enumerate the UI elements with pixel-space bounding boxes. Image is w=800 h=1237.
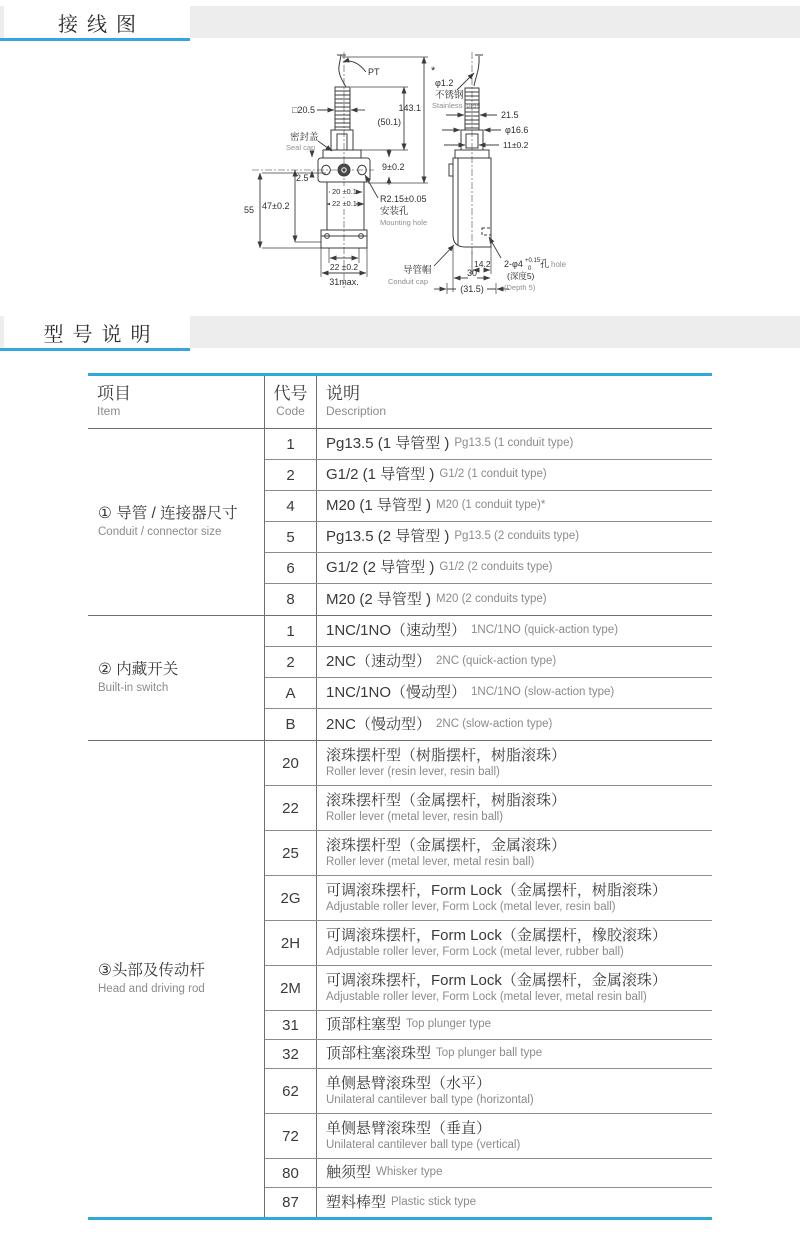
desc-cell [317, 1011, 712, 1039]
group-label-cell [88, 741, 265, 1217]
dim-50-label: (50.1) [377, 117, 401, 127]
code-cell: 8 [265, 584, 317, 615]
desc-cell [317, 522, 712, 552]
table-row [265, 876, 712, 921]
desc-en: M20 (2 conduits type) [436, 592, 547, 605]
desc-cn: 滚珠摆杆型（金属摆杆，树脂滚珠） [326, 791, 567, 809]
section-header-wiring [0, 6, 800, 38]
model-number-table [88, 373, 712, 1220]
hole-label-cn: 孔 [540, 259, 550, 270]
table-row [265, 553, 712, 584]
header-desc-cn: 说明 [326, 384, 360, 403]
table-row [265, 429, 712, 460]
group-rows [265, 429, 712, 615]
depth-en: (Depth 5) [504, 283, 536, 292]
desc-cn: 1NC/1NO（慢动型） [326, 684, 467, 701]
desc-cn: 单侧悬臂滚珠型（垂直） [326, 1119, 492, 1137]
header-desc-en: Description [326, 404, 387, 419]
desc-cn: 滚珠摆杆型（树脂摆杆，树脂滚珠） [326, 746, 567, 764]
code-cell: 32 [265, 1040, 317, 1068]
header-code-en: Code [276, 404, 305, 419]
section-underline [0, 348, 190, 351]
desc-cell [317, 741, 712, 785]
desc-cell [317, 709, 712, 740]
desc-cell [317, 1114, 712, 1158]
dim-215-label: 21.5 [501, 110, 519, 120]
side-clip [449, 164, 453, 176]
table-row [265, 1069, 712, 1114]
code-cell: B [265, 709, 317, 740]
code-cell: 2 [265, 647, 317, 677]
desc-cell [317, 584, 712, 615]
header-item [88, 376, 265, 428]
code-cell: 1 [265, 429, 317, 459]
table-row [265, 1040, 712, 1069]
desc-en: 2NC (slow-action type) [436, 717, 553, 730]
group-label-en: Head and driving rod [98, 983, 205, 996]
desc-en: Unilateral cantilever ball type (horizontal) [326, 1093, 534, 1106]
code-cell: 6 [265, 553, 317, 583]
code-cell: 2G [265, 876, 317, 920]
desc-cell [317, 1159, 712, 1187]
header-desc [317, 376, 712, 428]
table-row [265, 584, 712, 615]
desc-cell [317, 491, 712, 521]
code-cell: A [265, 678, 317, 708]
mounting-hole-r: R2.15±0.05 [380, 194, 427, 204]
desc-cell [317, 966, 712, 1010]
desc-en: Unilateral cantilever ball type (vertical) [326, 1138, 521, 1151]
table-row [265, 678, 712, 709]
table-row [265, 616, 712, 647]
seal-cap-base [323, 150, 361, 158]
desc-cell [317, 831, 712, 875]
table-row [265, 921, 712, 966]
dim-9-label: 9±0.2 [382, 162, 405, 172]
table-row [265, 522, 712, 553]
table-row [265, 1114, 712, 1159]
table-row [265, 709, 712, 740]
header-item-en: Item [97, 404, 121, 419]
desc-en: Adjustable roller lever, Form Lock (metal lever, resin ball) [326, 900, 616, 913]
code-cell: 31 [265, 1011, 317, 1039]
side-hole-dashed [482, 228, 491, 235]
desc-cn: Pg13.5 (2 导管型 ) [326, 528, 450, 545]
dim-11-label: 11±0.2 [503, 140, 529, 150]
hole-label-pre: 2-φ4 [504, 259, 523, 269]
desc-cn: 2NC（速动型） [326, 653, 432, 670]
code-cell: 1 [265, 616, 317, 646]
desc-en: Roller lever (metal lever, resin ball) [326, 810, 504, 823]
desc-en: Roller lever (metal lever, metal resin ball) [326, 855, 535, 868]
hole-label-sup: +0.15 [525, 258, 541, 264]
pt-label: PT [368, 67, 380, 77]
left-whisker-wire [339, 55, 346, 87]
desc-en: Pg13.5 (1 conduit type) [454, 437, 574, 450]
table-row [265, 1011, 712, 1040]
desc-en: Adjustable roller lever, Form Lock (metal lever, metal resin ball) [326, 990, 647, 1003]
section-title-box [4, 6, 190, 38]
dim-55-label: 55 [244, 205, 255, 215]
dim-sq-label: □20.5 [292, 105, 315, 115]
desc-cn: 可调滚珠摆杆，Form Lock（金属摆杆，金属滚珠） [326, 971, 667, 989]
desc-cell [317, 553, 712, 583]
desc-en: Pg13.5 (2 conduits type) [454, 530, 580, 543]
header-code-cn: 代号 [273, 384, 308, 403]
wire-dia-label: φ1.2 [435, 78, 454, 88]
group-conduit-size [88, 429, 712, 616]
stainless-leader [457, 73, 474, 90]
desc-en: 1NC/1NO (quick-action type) [471, 624, 619, 637]
conduit-cap-leader [434, 245, 454, 266]
desc-cn: M20 (1 导管型 ) [326, 497, 432, 514]
seal-cap-en: Seal cap [286, 143, 316, 152]
desc-cell [317, 1069, 712, 1113]
group-label-en: Conduit / connector size [98, 526, 222, 539]
group-label-cell [88, 616, 265, 740]
group-rows [265, 616, 712, 740]
section-header-model [0, 316, 800, 348]
mounting-hole-cn: 安装孔 [380, 206, 409, 217]
section-title-box [4, 316, 190, 348]
table-header-row [88, 376, 712, 429]
desc-cell [317, 921, 712, 965]
right-whisker-wire [474, 56, 479, 86]
desc-en: G1/2 (2 conduits type) [439, 561, 553, 574]
left-spring-coils [335, 91, 350, 127]
dim-47-label: 47±0.2 [262, 201, 290, 211]
code-cell: 72 [265, 1114, 317, 1158]
desc-cn: 触须型 [326, 1164, 372, 1181]
left-spring [335, 87, 350, 130]
group-label-cn: ① 导管 / 连接器尺寸 [98, 504, 238, 522]
dim-20-label: 20 ±0.1 [332, 187, 357, 196]
desc-cell [317, 786, 712, 830]
group-label-en: Built-in switch [98, 682, 169, 695]
header-item-cn: 项目 [97, 384, 131, 403]
desc-cell [317, 678, 712, 708]
code-cell: 4 [265, 491, 317, 521]
code-cell: 20 [265, 741, 317, 785]
section-title-wiring: 接线图 [58, 13, 145, 36]
seal-cap-top [331, 130, 353, 150]
desc-cn: 滚珠摆杆型（金属摆杆，金属滚珠） [326, 836, 567, 854]
code-cell: 2H [265, 921, 317, 965]
desc-cn: 可调滚珠摆杆，Form Lock（金属摆杆，橡胶滚珠） [326, 926, 667, 944]
desc-cell [317, 1040, 712, 1068]
desc-cn: G1/2 (1 导管型 ) [326, 466, 435, 483]
star-mark: * [431, 65, 436, 77]
code-cell: 22 [265, 786, 317, 830]
table-row [265, 1159, 712, 1188]
section-title-model: 型号说明 [43, 323, 160, 346]
dim-166-label: φ16.6 [505, 125, 529, 135]
dim-143-label: 143.1 [398, 103, 421, 113]
group-label-cn: ② 内藏开关 [98, 660, 179, 678]
group-label-cell [88, 429, 265, 615]
group-head-driving-rod [88, 741, 712, 1217]
desc-en: 1NC/1NO (slow-action type) [471, 686, 615, 699]
center-screw [338, 164, 350, 176]
desc-cn: 单侧悬臂滚珠型（水平） [326, 1074, 492, 1092]
dim-30-label: 30 [466, 268, 478, 278]
table-row [265, 1188, 712, 1217]
code-cell: 62 [265, 1069, 317, 1113]
desc-cn: 顶部柱塞滚珠型 [326, 1045, 432, 1062]
desc-cn: Pg13.5 (1 导管型 ) [326, 435, 450, 452]
table-row [265, 831, 712, 876]
right-view [434, 52, 509, 294]
desc-en: Whisker type [376, 1166, 443, 1179]
dim-22a-label: 22 ±0.1 [332, 199, 357, 208]
section-underline [0, 38, 190, 41]
dim-142-label: 14.2 [474, 259, 491, 269]
group-rows [265, 741, 712, 1217]
desc-en: Adjustable roller lever, Form Lock (metal lever, rubber ball) [326, 945, 624, 958]
desc-cell [317, 429, 712, 459]
desc-en: Plastic stick type [391, 1195, 477, 1208]
desc-cn: G1/2 (2 导管型 ) [326, 559, 435, 576]
code-cell: 2M [265, 966, 317, 1010]
table-row [265, 741, 712, 786]
code-cell: 2 [265, 460, 317, 490]
pt-arc [343, 61, 366, 72]
hole-label-en: hole [551, 260, 567, 269]
code-cell: 80 [265, 1159, 317, 1187]
header-code [265, 376, 317, 428]
desc-en: M20 (1 conduit type)* [436, 499, 546, 512]
desc-cn: 塑料棒型 [326, 1193, 387, 1211]
desc-cell [317, 616, 712, 646]
desc-cn: 2NC（慢动型） [326, 715, 432, 733]
code-cell: 25 [265, 831, 317, 875]
table-row [265, 966, 712, 1011]
dim-22b-label: 22 ±0.2 [329, 262, 359, 272]
depth-cn: (深度5) [507, 271, 535, 281]
desc-cell [317, 1188, 712, 1217]
desc-en: Top plunger ball type [436, 1047, 543, 1060]
desc-cell [317, 460, 712, 490]
dim-25-label: 2.5 [296, 173, 309, 183]
desc-cn: 1NC/1NO（速动型） [326, 622, 467, 639]
table-row [265, 491, 712, 522]
desc-cn: 可调滚珠摆杆，Form Lock（金属摆杆，树脂滚珠） [326, 881, 667, 899]
desc-en: 2NC (quick-action type) [436, 655, 557, 668]
dim-31-label: 31max. [329, 277, 359, 287]
code-cell: 5 [265, 522, 317, 552]
hole-label-sub: 0 [528, 266, 532, 272]
desc-cell [317, 876, 712, 920]
stainless-en: Stainless steel [432, 101, 481, 110]
seal-cap-inner [337, 134, 347, 150]
seal-cap-cn: 密封盖 [290, 132, 319, 143]
conduit-cap-cn: 导管帽 [403, 265, 432, 276]
mounting-hole-en: Mounting hole [380, 218, 428, 227]
desc-en: Top plunger type [406, 1018, 492, 1031]
desc-en: Roller lever (resin lever, resin ball) [326, 765, 500, 778]
desc-cn: M20 (2 导管型 ) [326, 590, 432, 608]
technical-drawing [238, 46, 668, 298]
dim-315-label: (31.5) [460, 284, 484, 294]
desc-cn: 顶部柱塞型 [326, 1016, 402, 1033]
conduit-cap-en: Conduit cap [388, 277, 429, 286]
code-cell: 87 [265, 1188, 317, 1217]
table-row [265, 460, 712, 491]
desc-cell [317, 647, 712, 677]
mounting-hole-leader [365, 175, 378, 198]
table-row [265, 647, 712, 678]
stainless-cn: 不锈钢 [435, 90, 464, 101]
group-built-in-switch [88, 616, 712, 741]
desc-en: G1/2 (1 conduit type) [439, 468, 547, 481]
group-label-cn: ③头部及传动杆 [98, 961, 205, 979]
table-row [265, 786, 712, 831]
